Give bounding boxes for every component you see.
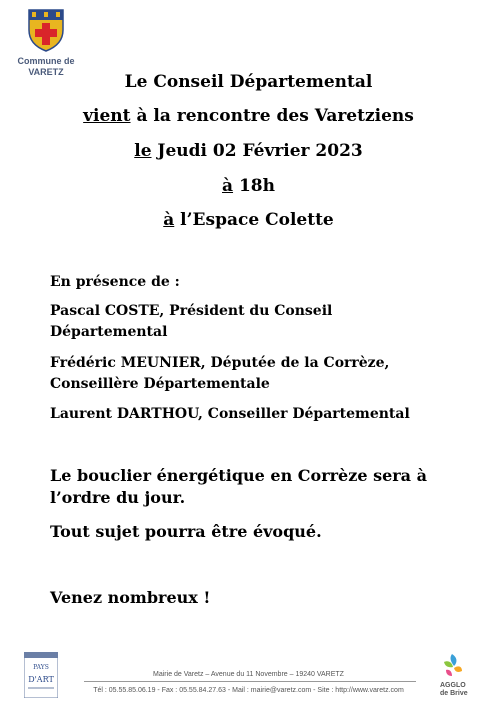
person-darthou: Laurent DARTHOU, Conseiller Départemental <box>50 406 410 422</box>
agglo-leaf-icon <box>440 652 464 678</box>
heading-underlined-word: le <box>134 141 152 161</box>
logo-caption-line1: Commune de <box>17 56 75 66</box>
heading-location: à l’Espace Colette <box>163 210 334 230</box>
agglo-text-line2: de Brive <box>440 690 468 697</box>
logo-caption-line2: VARETZ <box>28 67 64 77</box>
pays-text: PAYS <box>33 664 49 671</box>
footer-address: Mairie de Varetz – Avenue du 11 Novembre – 19240 VARETZ <box>153 671 344 678</box>
agglo-text-line1: AGGLO <box>440 682 466 689</box>
message-closing: Venez nombreux ! <box>50 588 211 607</box>
presence-intro: En présence de : <box>50 274 180 290</box>
coat-of-arms-icon <box>27 8 65 52</box>
message-energy-shield: Le bouclier énergétique en Corrèze sera à l’ordre du jour. <box>50 466 427 507</box>
footer-contact: Tél : 05.55.85.06.19 - Fax : 05.55.84.27.63 - Mail : mairie@varetz.com - Site : http://www.varetz.com <box>93 687 404 694</box>
person-meunier: Frédéric MEUNIER, Députée de la Corrèze, Conseillère Départementale <box>50 355 390 392</box>
heading-date: le Jeudi 02 Février 2023 <box>134 141 363 161</box>
agglo-brive-logo <box>440 652 474 700</box>
footer-divider <box>84 681 416 682</box>
heading-underlined-word: à <box>222 176 234 196</box>
heading-time: à 18h <box>222 176 275 196</box>
heading-underlined-word: vient <box>83 106 131 126</box>
dart-text: D'ART <box>28 675 54 684</box>
message-any-topic: Tout sujet pourra être évoqué. <box>50 522 322 541</box>
heading-underlined-word: à <box>163 210 175 230</box>
heading-title: Le Conseil Départemental <box>124 72 373 92</box>
commune-logo <box>16 8 76 78</box>
person-coste: Pascal COSTE, Président du Conseil Départemental <box>50 303 333 340</box>
heading-subtitle: vient à la rencontre des Varetziens <box>83 106 414 126</box>
